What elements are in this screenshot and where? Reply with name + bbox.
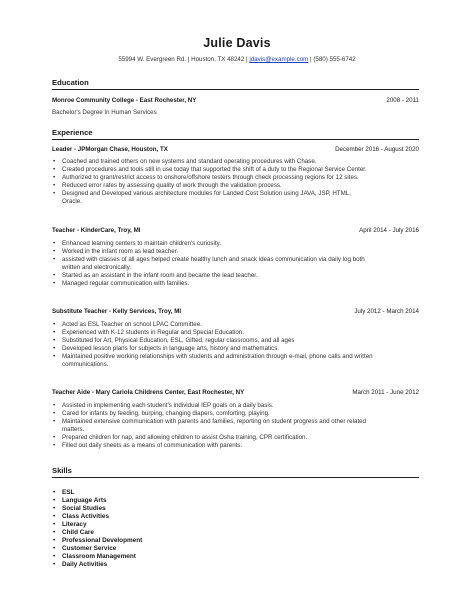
skill-item: • Literacy [52, 521, 352, 529]
skill-item: • Classroom Management [52, 553, 352, 561]
bullet-item: • assisted with classes of all ages helped create healthy lunch and snack ideas communication via daily log both [52, 256, 412, 264]
job-dates: July 2012 - March 2014 [354, 308, 419, 315]
contact-address: 55994 W. Evergreen Rd. | Houston, TX 48242 | [118, 56, 248, 63]
bullet-item: • Managed regular communication with families. [52, 280, 412, 288]
skills-divider [52, 477, 419, 478]
skill-item: • ESL [52, 489, 352, 497]
bullet-item: • Substituted for Art, Physical Education, ESL, Gifted, regular classrooms, and all ages [52, 337, 412, 345]
degree: Bachelor's Degree In Human Services [52, 109, 157, 116]
bullet-item: • Created procedures and tools still in use today that supported the shift of a duty to the Regional Service Center. [52, 166, 412, 174]
job-title: Teacher - KinderCare, Troy, MI [52, 227, 141, 234]
skill-item: • Language Arts [52, 497, 352, 505]
candidate-name: Julie Davis [203, 36, 271, 50]
skill-item: • Daily Activities [52, 561, 352, 569]
bullet-item: • Coached and trained others on new systems and standard operating procedures with Chase. [52, 158, 412, 166]
contact-line [0, 56, 474, 63]
job-dates: April 2014 - July 2016 [359, 227, 419, 234]
job-title: Teacher Aide - Mary Cariola Childrens Center, East Rochester, NY [52, 389, 245, 396]
skill-item: • Professional Development [52, 537, 352, 545]
job-title: Substitute Teacher - Kelly Services, Troy, MI [52, 308, 182, 315]
contact-phone: | (580) 555-6742 [310, 56, 356, 63]
job-bullets [52, 321, 412, 370]
job-dates: March 2011 - June 2012 [352, 389, 419, 396]
bullet-item: • Maintained positive working relationships with students and administration through e-mail, phone calls and written [52, 353, 412, 361]
job-title: Leader - JPMorgan Chase, Houston, TX [52, 146, 168, 153]
experience-divider [52, 139, 419, 140]
bullet-item: • Worked in the infant room as lead teacher. [52, 248, 412, 256]
bullet-item: • Acted as ESL Teacher on school LPAC Committee. [52, 321, 412, 329]
bullet-item: • Assisted in implementing each student's individual IEP goals on a daily basis. [52, 402, 412, 410]
bullet-continuation: matters. [62, 426, 85, 434]
bullet-item: • Cared for infants by feeding, burping, changing diapers, comforting, playing. [52, 410, 412, 418]
bullet-item: • Reduced error rates by assessing quality of work through the validation process. [52, 182, 412, 190]
education-heading: Education [52, 78, 89, 87]
school-name: Monroe Community College - East Rochester, NY [52, 97, 197, 104]
education-dates: 2008 - 2011 [386, 97, 419, 104]
bullet-continuation: written and electronically. [62, 264, 132, 272]
contact-email[interactable]: jdavis@example.com [249, 56, 309, 63]
bullet-item: • Developed lesson plans for subjects in language arts, history and mathematics. [52, 345, 412, 353]
bullet-item: • Filled out daily sheets as a means of communication with parents. [52, 442, 412, 450]
bullet-item: • Prepared children for nap, and allowing children to assist Osha training, CPR certification. [52, 434, 412, 442]
skill-item: • Customer Service [52, 545, 352, 553]
skills-heading: Skills [52, 466, 72, 475]
job-bullets [52, 402, 412, 451]
skills-list [52, 489, 352, 569]
skill-item: • Class Activities [52, 513, 352, 521]
experience-heading: Experience [52, 128, 93, 137]
bullet-continuation: communications. [62, 361, 109, 369]
bullet-item: • Authorized to grant/restrict access to onshore/offshore testers through check processing regions for 12 sites. [52, 174, 412, 182]
job-bullets [52, 240, 412, 289]
education-divider [52, 89, 419, 90]
bullet-item: • Designed and Developed various architecture modules for Landed Cost Solution using JAVA, JSP, HTML, [52, 190, 412, 198]
bullet-item: • Enhanced learning centers to maintain children's curiosity. [52, 240, 412, 248]
bullet-item: • Started as an assistant in the infant room and became the lead teacher. [52, 272, 412, 280]
skill-item: • Child Care [52, 529, 352, 537]
skill-item: • Social Studies [52, 505, 352, 513]
job-bullets [52, 158, 412, 207]
job-dates: December 2016 - August 2020 [335, 146, 419, 153]
bullet-item: • Experienced with K-12 students in Regular and Special Education. [52, 329, 412, 337]
bullet-item: • Maintained extensive communication with parents and families, reporting on student progress and other related [52, 418, 412, 426]
bullet-continuation: Oracle. [62, 198, 82, 206]
